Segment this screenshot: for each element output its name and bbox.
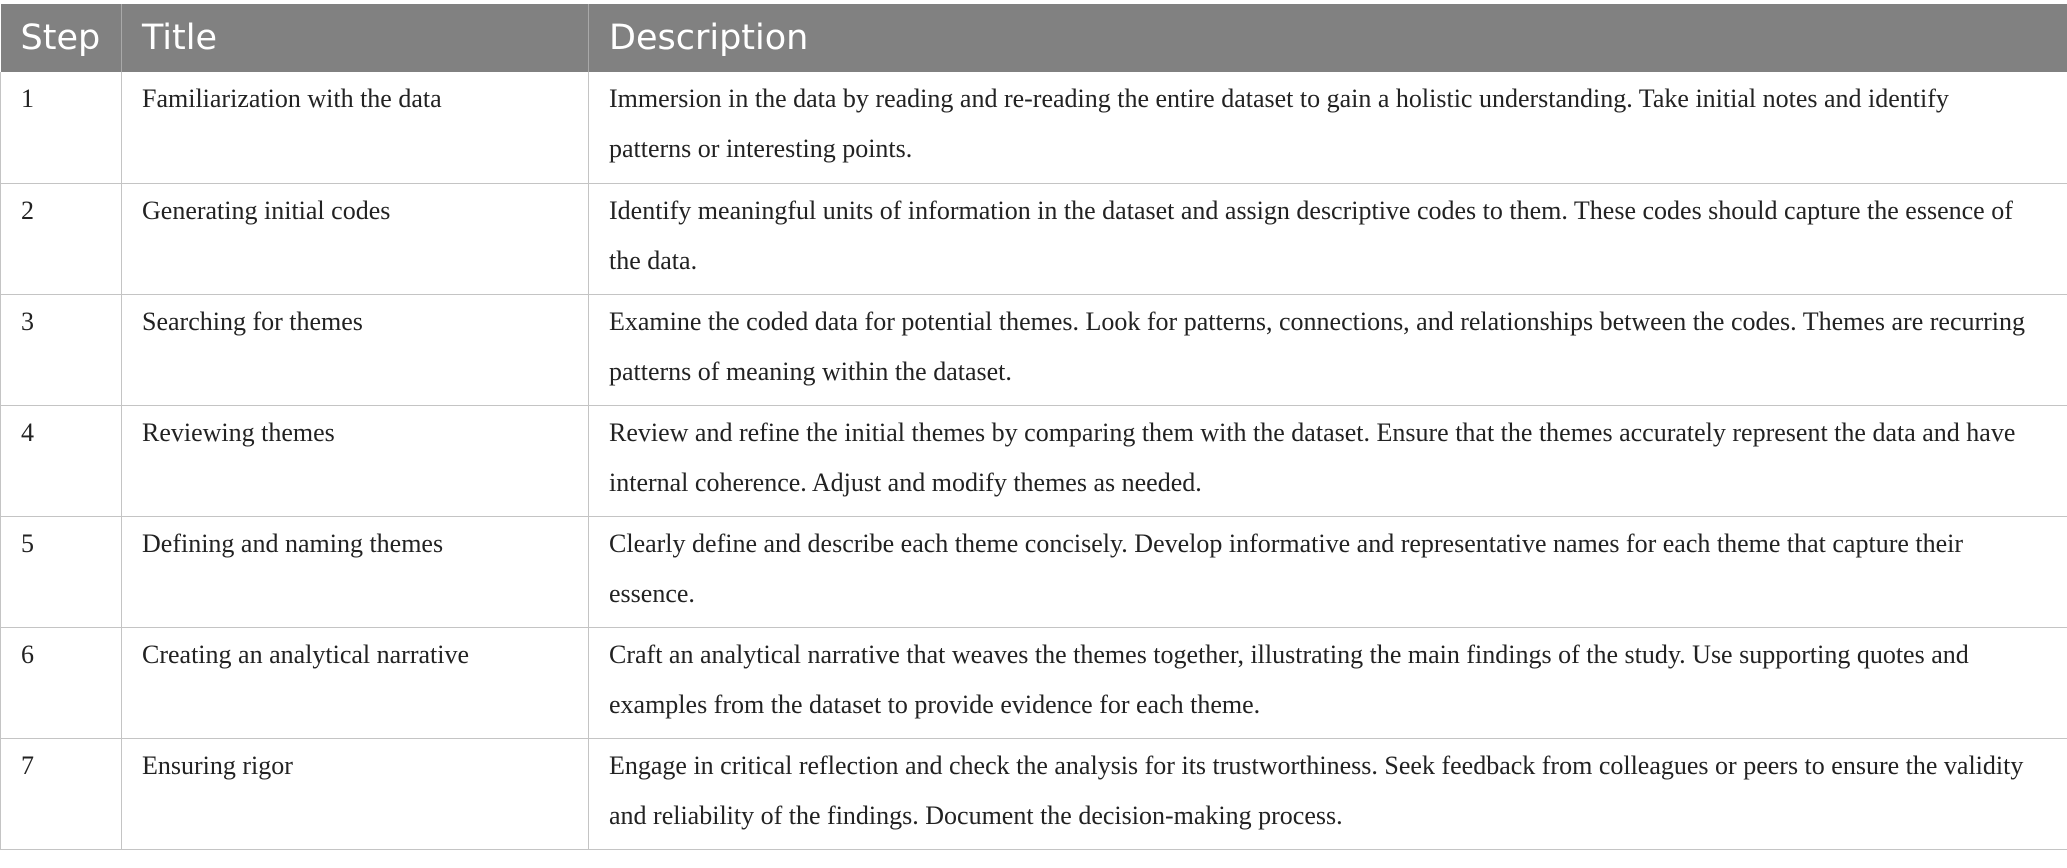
step-cell: 1 [1,72,122,183]
title-cell: Searching for themes [122,294,589,405]
step-cell: 3 [1,294,122,405]
title-cell: Defining and naming themes [122,516,589,627]
table-row [1,516,2067,627]
thematic-analysis-steps-table [0,4,2067,850]
step-cell: 5 [1,516,122,627]
table-header [1,4,2067,72]
title-cell: Creating an analytical narrative [122,627,589,738]
step-cell: 6 [1,627,122,738]
title-cell: Reviewing themes [122,405,589,516]
title-cell: Ensuring rigor [122,738,589,849]
table-row [1,72,2067,183]
description-cell: Examine the coded data for potential themes. Look for patterns, connections, and relationships between the codes. Themes are recurring patterns of meaning within the dataset. [589,294,2067,405]
description-cell: Craft an analytical narrative that weaves the themes together, illustrating the main findings of the study. Use supporting quotes and examples from the dataset to provide evidence for each theme. [589,627,2067,738]
step-cell: 2 [1,183,122,294]
steps-table-container [0,4,2067,850]
title-cell: Familiarization with the data [122,72,589,183]
header-title: Title [122,4,589,72]
table-row [1,738,2067,849]
description-cell: Identify meaningful units of information in the dataset and assign descriptive codes to them. These codes should capture the essence of the data. [589,183,2067,294]
table-body [1,72,2067,849]
header-description: Description [589,4,2067,72]
description-cell: Clearly define and describe each theme concisely. Develop informative and representative names for each theme that capture their essence. [589,516,2067,627]
step-cell: 7 [1,738,122,849]
table-row [1,405,2067,516]
description-cell: Immersion in the data by reading and re-reading the entire dataset to gain a holistic understanding. Take initial notes and identify patterns or interesting points. [589,72,2067,183]
table-row [1,294,2067,405]
header-step: Step [1,4,122,72]
description-cell: Engage in critical reflection and check the analysis for its trustworthiness. Seek feedback from colleagues or peers to ensure the validity and reliability of the findings. Document the decision-making process. [589,738,2067,849]
title-cell: Generating initial codes [122,183,589,294]
description-cell: Review and refine the initial themes by comparing them with the dataset. Ensure that the themes accurately represent the data and have internal coherence. Adjust and modify themes as needed. [589,405,2067,516]
table-row [1,183,2067,294]
table-row [1,627,2067,738]
header-row [1,4,2067,72]
step-cell: 4 [1,405,122,516]
